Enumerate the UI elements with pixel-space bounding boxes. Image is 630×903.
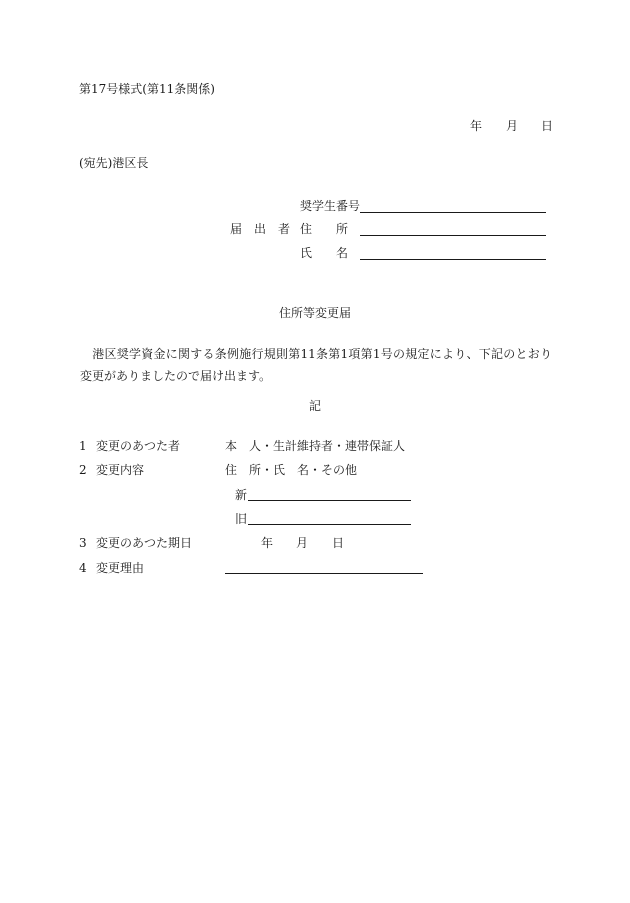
item-2-value[interactable]: 住 所・氏 名・その他 bbox=[225, 463, 358, 477]
scholarship-number-field[interactable] bbox=[360, 212, 546, 213]
item-4-number: 4 bbox=[79, 561, 87, 575]
item-1-number: 1 bbox=[79, 439, 87, 453]
item-3-number: 3 bbox=[79, 536, 87, 550]
change-date-day-label: 日 bbox=[332, 536, 345, 550]
change-date-year-label: 年 bbox=[261, 536, 274, 550]
body-text: 港区奨学資金に関する条例施行規則第11条第1項第1号の規定により、下記のとおり変更がありましたので届け出ます。 bbox=[80, 347, 552, 383]
item-2-label: 変更内容 bbox=[96, 463, 145, 477]
change-date-month-label: 月 bbox=[296, 536, 309, 550]
item-1-label: 変更のあつた者 bbox=[96, 439, 181, 453]
item-2-number: 2 bbox=[79, 463, 87, 477]
page-title: 住所等変更届 bbox=[279, 306, 352, 320]
item-4-label: 変更理由 bbox=[96, 561, 145, 575]
change-reason-field[interactable] bbox=[225, 573, 423, 574]
item-3-label: 変更のあつた期日 bbox=[96, 536, 193, 550]
date-month-label: 月 bbox=[506, 119, 519, 133]
name-label: 氏 名 bbox=[300, 246, 349, 260]
new-value-field[interactable] bbox=[248, 500, 411, 501]
new-label: 新 bbox=[235, 488, 248, 502]
form-number: 第17号様式(第11条関係) bbox=[79, 82, 215, 96]
address-field[interactable] bbox=[360, 235, 546, 236]
name-field[interactable] bbox=[360, 259, 546, 260]
item-1-value[interactable]: 本 人・生計維持者・連帯保証人 bbox=[225, 439, 406, 453]
ki-label: 記 bbox=[309, 399, 322, 413]
address-label: 住 所 bbox=[300, 222, 349, 236]
applicant-label: 届 出 者 bbox=[230, 222, 291, 236]
date-day-label: 日 bbox=[541, 119, 554, 133]
old-label: 旧 bbox=[235, 512, 248, 526]
addressee: (宛先)港区長 bbox=[79, 156, 149, 170]
scholarship-number-label: 奨学生番号 bbox=[300, 199, 361, 213]
date-year-label: 年 bbox=[470, 119, 483, 133]
old-value-field[interactable] bbox=[248, 524, 411, 525]
